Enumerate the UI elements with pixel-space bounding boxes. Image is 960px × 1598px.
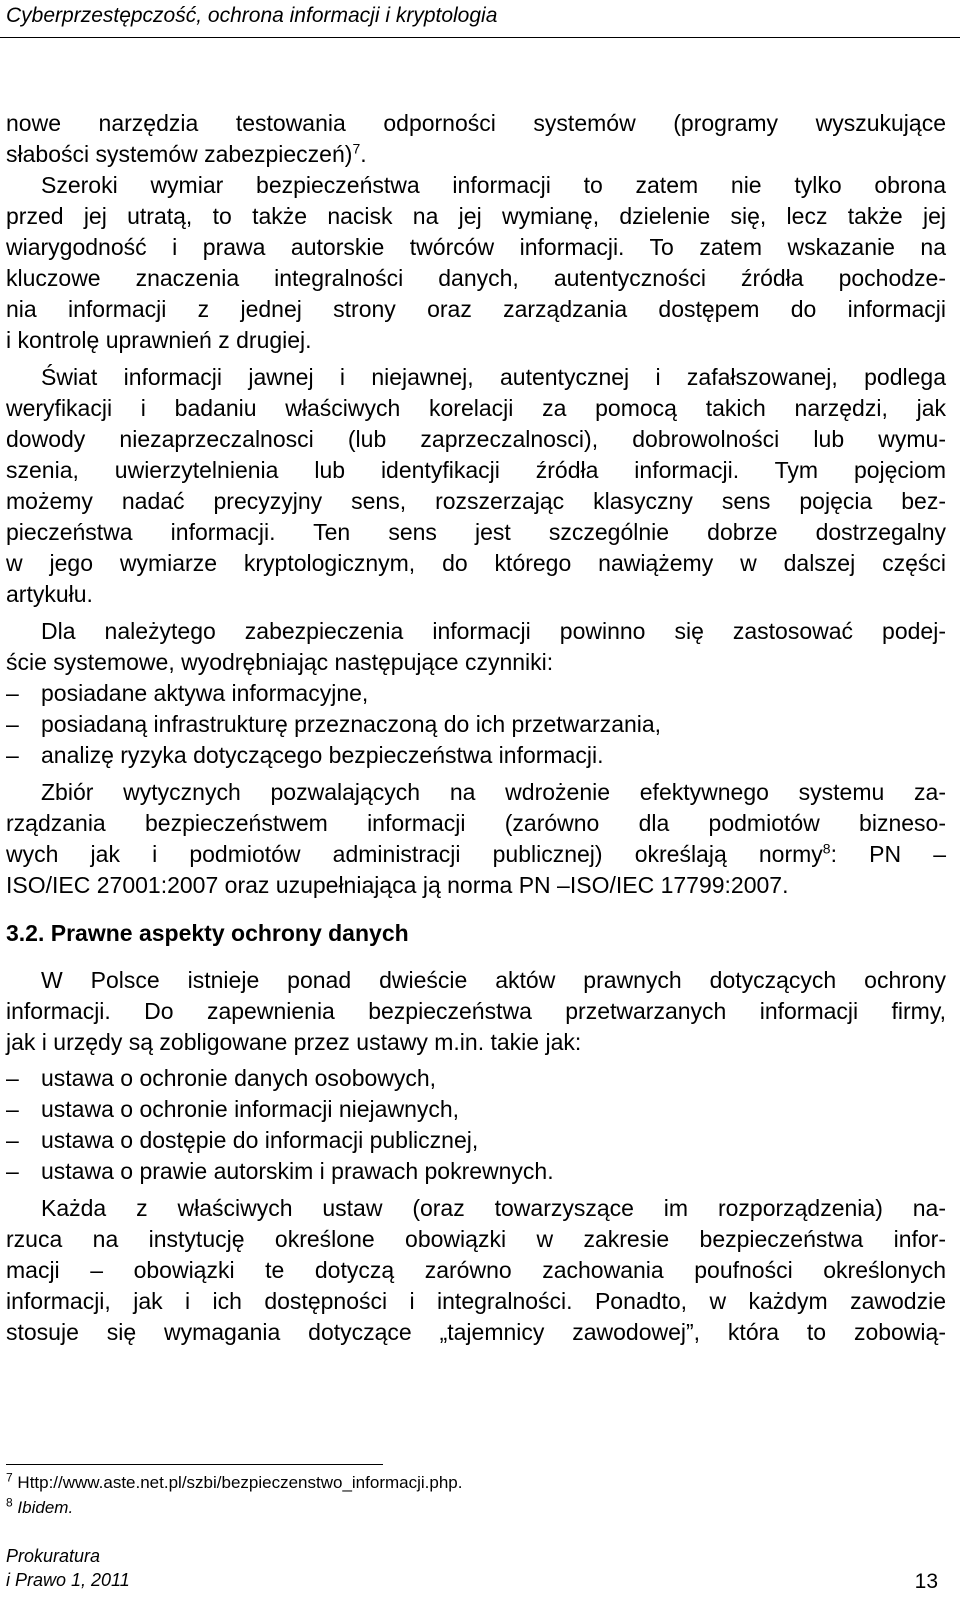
list-item: analizę ryzyka dotyczącego bezpieczeństwa informacji. <box>41 742 604 768</box>
paragraph-line: kluczowe znaczenia integralności danych, autentyczności źródła pochodze- <box>6 265 946 291</box>
list-item: posiadaną infrastrukturę przeznaczoną do ich przetwarzania, <box>41 711 662 737</box>
list-dash: – <box>6 680 19 706</box>
paragraph-line: Zbiór wytycznych pozwalających na wdrożenie efektywnego systemu za- <box>41 779 946 805</box>
footnote-number: 8 <box>6 1495 13 1510</box>
list-dash: – <box>6 1127 19 1153</box>
journal-issue: i Prawo 1, 2011 <box>6 1570 130 1590</box>
page-number: 13 <box>914 1570 938 1593</box>
paragraph-line: macji – obowiązki te dotyczą zarówno zachowania poufności określonych <box>6 1257 946 1283</box>
footnote: $^8$ Ibidem. <box>6 1495 74 1517</box>
paragraph-line: ISO/IEC 27001:2007 oraz uzupełniająca ją norma PN –ISO/IEC 17799:2007. <box>6 872 789 898</box>
paragraph-line: rzuca na instytucję określone obowiązki w zakresie bezpieczeństwa infor- <box>6 1226 946 1252</box>
paragraph-line: przed jej utratą, to także nacisk na jej wymianę, dzielenie się, lecz także jej <box>6 203 946 229</box>
paragraph-line: nia informacji z jednej strony oraz zarządzania dostępem do informacji <box>6 296 946 322</box>
section-heading: 3.2. Prawne aspekty ochrony danych <box>6 920 409 946</box>
list-item: ustawa o ochronie danych osobowych, <box>41 1065 437 1091</box>
paragraph-line: szenia, uwierzytelnienia lub identyfikacji źródła informacji. Tym pojęciom <box>6 457 946 483</box>
paragraph-line: nowe narzędzia testowania odporności systemów (programy wyszukujące <box>6 110 946 136</box>
footnote-divider <box>6 1464 383 1465</box>
paragraph-line: weryfikacji i badaniu właściwych korelacji za pomocą takich narzędzi, jak <box>6 395 946 421</box>
footnote-ref: 8 <box>822 840 831 857</box>
list-dash: – <box>6 742 19 768</box>
list-dash: – <box>6 1158 19 1184</box>
header-divider <box>0 37 960 38</box>
paragraph-line: dowody niezaprzeczalnosci (lub zaprzeczalnosci), dobrowolności lub wymu- <box>6 426 946 452</box>
paragraph-line: i kontrolę uprawnień z drugiej. <box>6 327 312 353</box>
paragraph-line: pieczeństwa informacji. Ten sens jest szczególnie dobrze dostrzegalny <box>6 519 946 545</box>
footnote-ref: 7 <box>352 140 361 157</box>
paragraph-line: ście systemowe, wyodrębniając następujące czynniki: <box>6 649 554 675</box>
paragraph-line: jak i urzędy są zobligowane przez ustawy m.in. takie jak: <box>6 1029 582 1055</box>
paragraph-line: Dla należytego zabezpieczenia informacji powinno się zastosować podej- <box>41 618 946 644</box>
list-dash: – <box>6 1096 19 1122</box>
list-item: ustawa o dostępie do informacji publicznej, <box>41 1127 479 1153</box>
list-dash: – <box>6 1065 19 1091</box>
paragraph-line: artykułu. <box>6 581 93 607</box>
paragraph-line: informacji, jak i ich dostępności i integralności. Ponadto, w każdym zawodzie <box>6 1288 946 1314</box>
paragraph-line: informacji. Do zapewnienia bezpieczeństwa przetwarzanych informacji firmy, <box>6 998 946 1024</box>
paragraph-line: W Polsce istnieje ponad dwieście aktów prawnych dotyczących ochrony <box>41 967 946 993</box>
footnote: $^7$ Http://www.aste.net.pl/szbi/bezpieczenstwo_informacji.php. <box>6 1470 463 1492</box>
paragraph-line: stosuje się wymagania dotyczące „tajemnicy zawodowej”, która to zobowią- <box>6 1319 946 1345</box>
list-item: ustawa o ochronie informacji niejawnych, <box>41 1096 460 1122</box>
paragraph-line: Szeroki wymiar bezpieczeństwa informacji to zatem nie tylko obrona <box>41 172 946 198</box>
list-item: posiadane aktywa informacyjne, <box>41 680 369 706</box>
paragraph-line: Każda z właściwych ustaw (oraz towarzyszące im rozporządzenia) na- <box>41 1195 946 1221</box>
paragraph-line: możemy nadać precyzyjny sens, rozszerzając klasyczny sens pojęcia bez- <box>6 488 946 514</box>
footnote-number: 7 <box>6 1470 13 1485</box>
paragraph-line: w jego wymiarze kryptologicznym, do którego nawiążemy w dalszej części <box>6 550 946 576</box>
paragraph-line: rządzania bezpieczeństwem informacji (zarówno dla podmiotów bizneso- <box>6 810 946 836</box>
list-item: ustawa o prawie autorskim i prawach pokrewnych. <box>41 1158 554 1184</box>
paragraph-line: wiarygodność i prawa autorskie twórców informacji. To zatem wskazanie na <box>6 234 946 260</box>
list-dash: – <box>6 711 19 737</box>
paragraph-line: Świat informacji jawnej i niejawnej, autentycznej i zafałszowanej, podlega <box>41 364 946 390</box>
paragraph-line: wych jak i podmiotów administracji publicznej) określają normy$^8$: PN – <box>6 840 946 867</box>
journal-name: Prokuratura <box>6 1546 101 1566</box>
paragraph-line: słabości systemów zabezpieczeń)$^7$. <box>6 140 367 167</box>
running-header: Cyberprzestępczość, ochrona informacji i kryptologia <box>6 4 498 27</box>
